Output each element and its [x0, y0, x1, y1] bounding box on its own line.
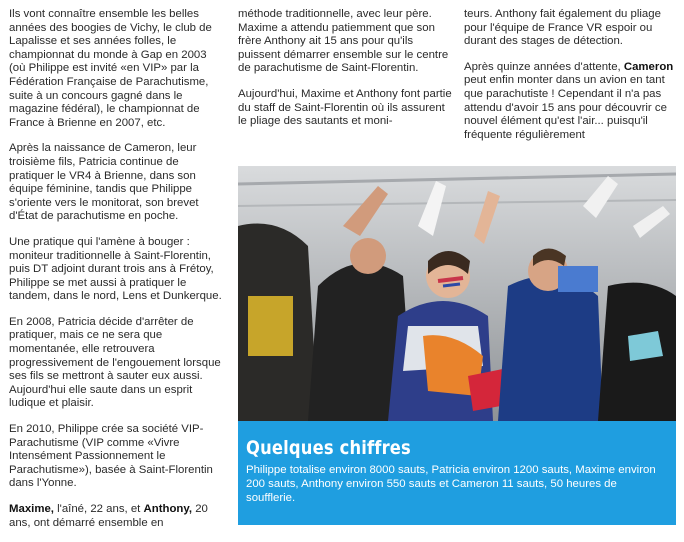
stats-box — [238, 421, 676, 525]
article-column-1 — [9, 8, 224, 542]
name-maxime: Maxime, — [9, 503, 54, 515]
article-column-3 — [464, 8, 676, 154]
text-run: 20 ans, ont démarré ensemble en — [9, 503, 208, 529]
paragraph — [464, 61, 676, 143]
paragraph — [9, 503, 224, 530]
paragraph: teurs. Anthony fait également du pliage pour l'équipe de France VR espoir ou durant des stages de détection. — [464, 8, 661, 48]
text-run: l'aîné, 22 ans, et — [53, 503, 144, 515]
article-column-2 — [238, 8, 453, 141]
text-run: peut enfin monter dans un avion en tant que parachutiste ! Cependant il n'a pas attendu d'avoir 15 ans pour découvrir ce nouvel élément qu'est l'air... puisqu'il fréquente régulièrement — [464, 74, 667, 141]
paragraph: Une pratique qui l'amène à bouger : moniteur traditionnelle à Saint-Florentin, puis DT adjoint durant trois ans à Frétoy, Philippe se met aussi à pratiquer le tandem, dans le nord, Lens et Dunkerque. — [9, 235, 222, 303]
name-anthony: Anthony, — [143, 503, 193, 515]
paragraph: Après la naissance de Cameron, leur troisième fils, Patricia continue de pratiquer le VR4 à Brienne, dans son équipe féminine, tandis que Philippe s'oriente vers le monitorat, son brevet d'État de parachutisme en poche. — [9, 142, 199, 223]
paragraph: En 2010, Philippe crée sa société VIP-Parachutisme (VIP comme «Vivre Intensément Passionnement le Parachutisme»), basée à Saint-Florentin dans l'Yonne. — [9, 423, 213, 490]
name-cameron: Cameron — [623, 60, 674, 73]
text-run: Après quinze années d'attente, — [464, 60, 624, 73]
skydivers-illustration — [238, 166, 676, 421]
stats-text: Philippe totalise environ 8000 sauts, Patricia environ 1200 sauts, Maxime environ 200 sauts, Anthony environ 550 sauts et Cameron 11 sauts, 50 heures de soufflerie. — [246, 464, 656, 505]
skydivers-photo — [238, 166, 676, 421]
paragraph: Aujourd'hui, Maxime et Anthony font partie du staff de Saint-Florentin où ils assurent le pliage des sautants et moni- — [238, 87, 452, 128]
stats-title: Quelques chiffres — [246, 437, 411, 459]
paragraph: méthode traditionnelle, avec leur père. Maxime a attendu patiemment que son frère Anthony ait 15 ans pour qu'ils puissent démarrer ensemble sur le centre de parachutisme de Saint-Florentin. — [238, 8, 449, 75]
paragraph: Ils vont connaître ensemble les belles années des boogies de Vichy, le club de Lapalisse et ses années folles, le championnat du monde à Gap en 2003 (où Philippe est invité «en VIP» par la Fédération Française de Parachutisme, suite à un concours gagné dans le magazine fédéral), le championnat de France à Brienne en 2007, etc. — [9, 8, 212, 129]
paragraph: En 2008, Patricia décide d'arrêter de pratiquer, mais ce ne sera que momentanée, elle retrouvera progressivement de l'engouement lorsque ses fils se mettront à sauter eux aussi. Aujourd'hui elle saute dans un esprit ludique et plaisir. — [9, 315, 221, 410]
